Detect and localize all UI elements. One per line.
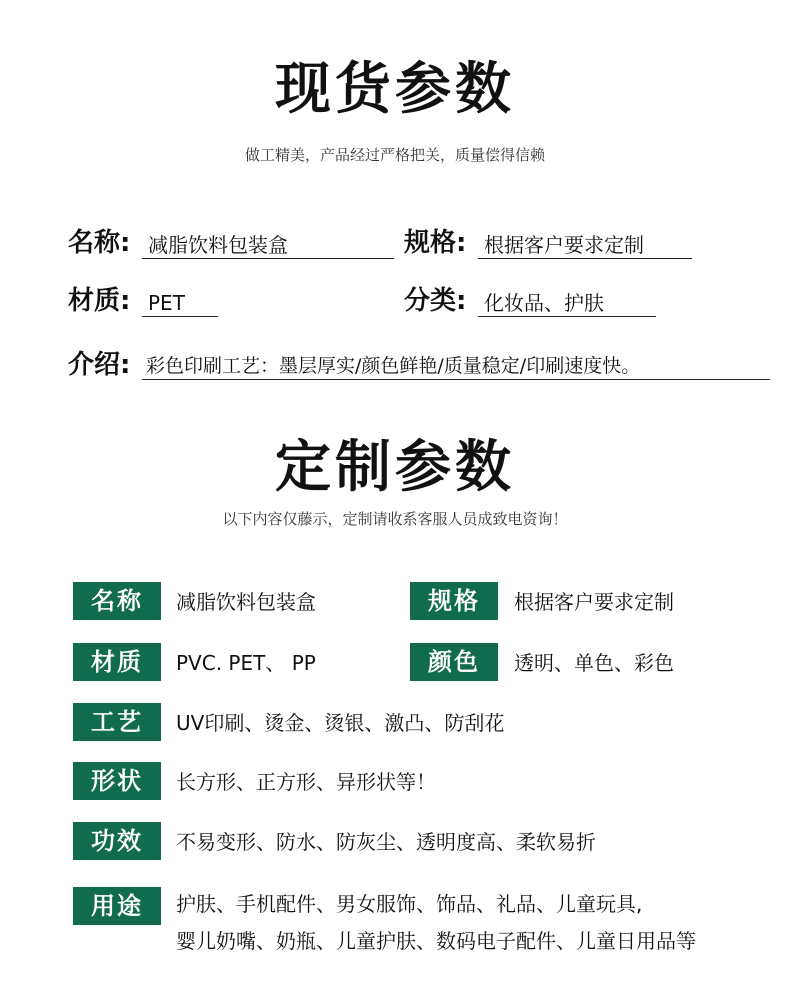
stock-spec-label: 规格: — [404, 228, 467, 258]
custom-subtitle: 以下内容仅藤示，定制请收系客服人员成致电资询！ — [222, 510, 568, 528]
custom-value-usage-line2: 婴儿奶嘴、奶瓶、儿童护肤、数码电子配件、儿童日用品等 — [176, 929, 696, 953]
custom-tag-spec: 规格 — [410, 582, 498, 620]
custom-value-usage-line1: 护肤、手机配件、男女服饰、饰品、礼品、儿童玩具, — [176, 892, 643, 916]
stock-intro-value: 彩色印刷工艺：墨层厚实/颜色鲜艳/质量稳定/印刷速度快。 — [142, 357, 770, 380]
custom-value-shape: 长方形、正方形、异形状等！ — [176, 770, 436, 794]
custom-value-craft: UV印刷、烫金、烫银、激凸、防刮花 — [176, 711, 505, 735]
custom-title: 定制参数 — [275, 435, 515, 500]
custom-value-effect: 不易变形、防水、防灰尘、透明度高、柔软易折 — [176, 830, 596, 854]
stock-material-label: 材质: — [68, 286, 131, 316]
stock-name-label: 名称: — [68, 228, 131, 258]
custom-tag-shape: 形状 — [73, 762, 161, 800]
stock-category-label: 分类: — [404, 286, 467, 316]
custom-value-color: 透明、单色、彩色 — [514, 651, 674, 675]
stock-title: 现货参数 — [275, 57, 515, 122]
custom-value-material: PVC. PET、 PP — [176, 651, 316, 675]
custom-tag-effect: 功效 — [73, 822, 161, 860]
stock-spec-value: 根据客户要求定制 — [478, 235, 692, 259]
stock-material-value: PET — [142, 293, 218, 317]
stock-subtitle: 做工精美，产品经过严格把关，质量偿得信赖 — [244, 146, 545, 164]
custom-value-name: 减脂饮料包装盒 — [176, 590, 316, 614]
custom-value-spec: 根据客户要求定制 — [514, 590, 674, 614]
custom-tag-usage: 用途 — [73, 887, 161, 925]
custom-tag-craft: 工艺 — [73, 703, 161, 741]
custom-tag-name: 名称 — [73, 582, 161, 620]
stock-intro-label: 介绍: — [68, 350, 131, 380]
custom-tag-material: 材质 — [73, 643, 161, 681]
stock-name-value: 减脂饮料包装盒 — [142, 235, 394, 259]
custom-tag-color: 颜色 — [410, 643, 498, 681]
stock-category-value: 化妆品、护肤 — [478, 293, 656, 317]
